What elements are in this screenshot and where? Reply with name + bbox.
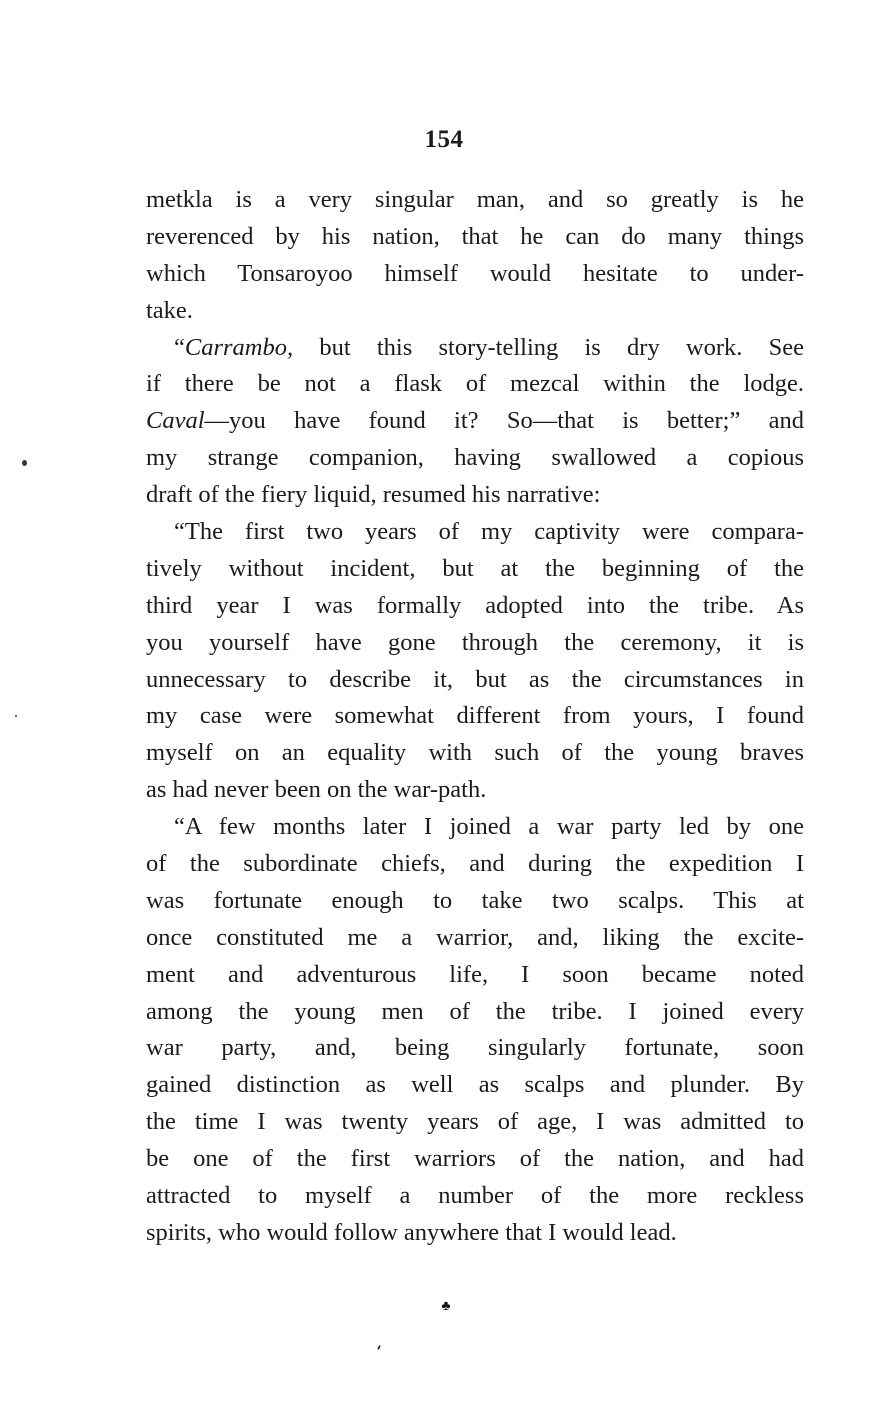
text-line: you yourself have gone through the ceremony, it is — [146, 628, 804, 656]
text-line: spirits, who would follow anywhere that I would lead. — [146, 1218, 677, 1246]
text-line: third year I was formally adopted into the tribe. As — [146, 591, 804, 619]
text-line: metkla is a very singular man, and so greatly is he — [146, 186, 804, 213]
text-line: unnecessary to describe it, but as the circumstances in — [146, 665, 804, 693]
ink-speck — [22, 460, 27, 466]
text-line: if there be not a flask of mezcal within the lodge. — [146, 370, 804, 398]
text-line: “The first two years of my captivity were compara- — [174, 518, 804, 546]
text-line: among the young men of the tribe. I joined every — [146, 997, 804, 1025]
text-line: attracted to myself a number of the more reckless — [146, 1182, 804, 1210]
text-line: ment and adventurous life, I soon became noted — [146, 960, 804, 988]
text-line: take. — [146, 296, 193, 324]
text-line: my case were somewhat different from yours, I found — [146, 702, 804, 730]
text-line: be one of the first warriors of the nation, and had — [146, 1145, 804, 1173]
text-line: my strange companion, having swallowed a copious — [146, 444, 804, 472]
text-line: as had never been on the war-path. — [146, 776, 487, 804]
text-line: gained distinction as well as scalps and plunder. By — [146, 1071, 804, 1099]
body-text — [146, 182, 804, 1252]
text-line: draft of the fiery liquid, resumed his narrative: — [146, 481, 601, 509]
text-line: war party, and, being singularly fortunate, soon — [146, 1034, 804, 1062]
text-line: once constituted me a warrior, and, liking the excite- — [146, 923, 804, 951]
text-line: was fortunate enough to take two scalps. This at — [146, 886, 804, 914]
text-line: “Carrambo, but this story-telling is dry work. See — [174, 333, 804, 361]
text-line: the time I was twenty years of age, I was admitted to — [146, 1108, 804, 1136]
text-line: tively without incident, but at the beginning of the — [146, 554, 804, 582]
text-line: “A few months later I joined a war party led by one — [174, 813, 804, 841]
page-number: 154 — [424, 126, 464, 153]
text-line: which Tonsaroyoo himself would hesitate to under- — [146, 259, 804, 287]
text-line: myself on an equality with such of the young braves — [146, 739, 804, 767]
text-line: Caval—you have found it? So—that is better;” and — [146, 407, 804, 435]
ornament-mark: ♣ — [441, 1299, 451, 1314]
text-line: reverenced by his nation, that he can do many things — [146, 222, 804, 250]
ink-speck — [15, 715, 17, 717]
ink-speck — [377, 1345, 381, 1350]
text-line: of the subordinate chiefs, and during the expedition I — [146, 850, 804, 878]
